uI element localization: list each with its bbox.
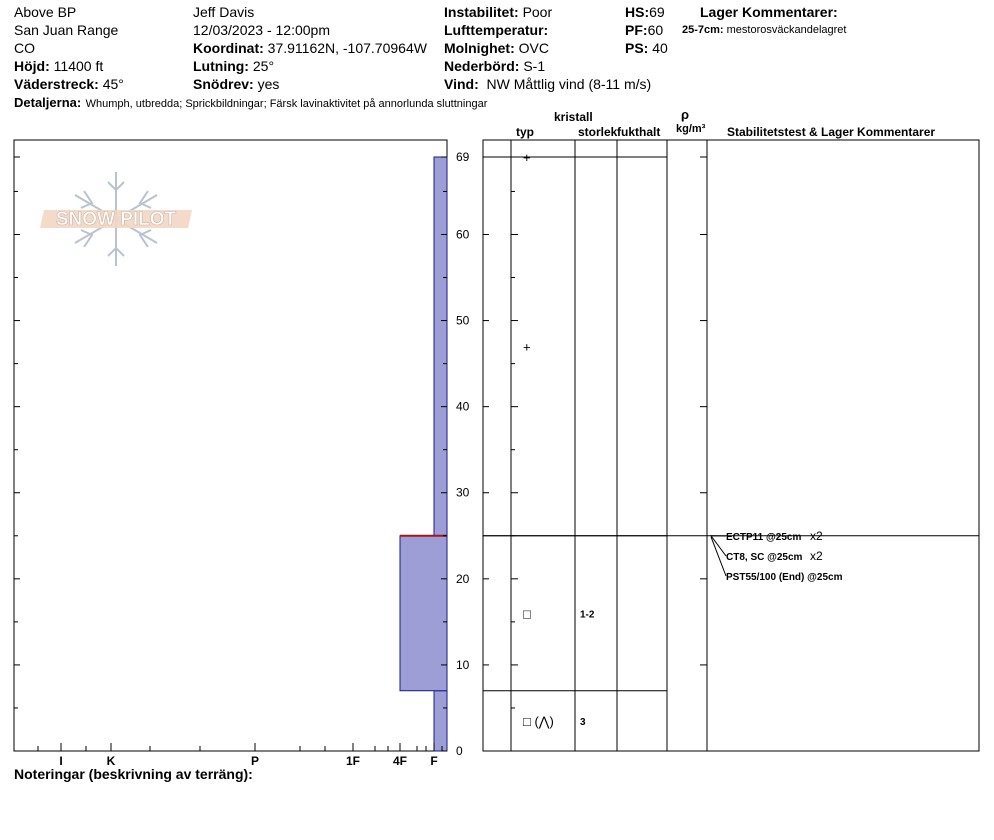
hardness-tick-label-F: F: [430, 754, 438, 768]
depth-tick-label-69: 69: [456, 150, 470, 164]
stability-test-1: CT8, SC @25cm: [726, 552, 803, 563]
elevation-label: Höjd:: [14, 58, 50, 74]
col-header-moisture: fukthalt: [617, 125, 661, 139]
location-range: San Juan Range: [14, 22, 119, 38]
instability-value: Poor: [522, 4, 553, 20]
stability-test-count-1: x2: [810, 549, 823, 563]
stability-test-count-0: x2: [810, 529, 823, 543]
col-header-crystal: kristall: [554, 110, 593, 124]
wind-value: NW Måttlig vind (8-11 m/s): [486, 76, 652, 92]
depth-tick-label-0: 0: [456, 744, 463, 758]
grain-type-marker-1: +: [523, 339, 531, 355]
snowpilot-logo: [40, 172, 192, 266]
hardness-tick-label-P: P: [250, 754, 260, 768]
grain-markers: [523, 150, 595, 729]
elevation-value: 11400 ft: [53, 58, 104, 74]
details-text: Whumph, utbredda; Sprickbildningar; Färsk lavinaktivitet på annorlunda sluttningar: [85, 98, 488, 110]
location-state: CO: [14, 40, 35, 56]
depth-tick-label-50: 50: [456, 313, 470, 328]
stability-test-0: ECTP11 @25cm: [726, 532, 802, 543]
depth-tick-label-60: 60: [456, 227, 470, 242]
grain-type-marker-0: +: [523, 150, 531, 165]
pf-label: PF:: [625, 22, 648, 38]
precip-value: S-1: [523, 58, 546, 74]
hardness-layer-0: [434, 691, 447, 751]
observer-name: Jeff Davis: [193, 4, 255, 20]
hardness-tick-label-4F: 4F: [392, 754, 408, 768]
col-header-stability: Stabilitetstest & Lager Kommentarer: [727, 125, 936, 139]
grain-type-marker-2: □: [523, 606, 531, 622]
notes-label: Noteringar (beskrivning av terräng):: [14, 766, 253, 782]
grain-size-label-2: 1-2: [580, 609, 595, 621]
coordinate-value: 37.91162N, -107.70964W: [267, 40, 427, 56]
slope-label: Lutning:: [193, 58, 249, 74]
test-connector-b: [711, 537, 726, 576]
instability-label: Instabilitet:: [444, 4, 519, 20]
layer-table-frame: [483, 140, 979, 751]
stability-test-2: PST55/100 (End) @25cm: [726, 572, 843, 583]
col-header-size: storlek: [578, 125, 618, 139]
wind-label: Vind:: [444, 76, 479, 92]
chart-axes: [14, 150, 707, 768]
ps-value: 40: [652, 40, 668, 56]
stability-tests: [711, 529, 843, 583]
slope-value: 25°: [252, 58, 275, 74]
hs-value: 69: [649, 4, 665, 20]
layer-comments-title: Lager Kommentarer:: [700, 4, 838, 20]
layer-comment-range: 25-7cm:: [682, 24, 724, 36]
layer-comment-text: mestorosväckandelagret: [726, 24, 847, 36]
location-name: Above BP: [14, 4, 77, 20]
grain-size-label-3: 3: [580, 716, 586, 728]
aspect-value: 45°: [102, 76, 124, 92]
col-header-density-unit: kg/m³: [676, 123, 706, 135]
ps-label: PS:: [625, 40, 649, 56]
depth-tick-label-10: 10: [456, 657, 470, 672]
details-label: Detaljerna:: [14, 95, 82, 110]
hs-label: HS:: [625, 4, 650, 20]
aspect-label: Väderstreck:: [14, 76, 99, 92]
observation-datetime: 12/03/2023 - 12:00pm: [193, 22, 330, 38]
hardness-profile: [400, 157, 447, 751]
coordinate-label: Koordinat:: [193, 40, 264, 56]
hardness-tick-label-1F: 1F: [345, 754, 361, 768]
logo-text: SNOW PILOT: [55, 209, 177, 230]
drift-label: Snödrev:: [193, 76, 254, 92]
cloud-label: Molnighet:: [444, 40, 515, 56]
grain-type-marker-3: □ (⋀): [523, 713, 554, 729]
depth-tick-label-40: 40: [456, 399, 470, 414]
precip-label: Nederbörd:: [444, 58, 520, 74]
cloud-value: OVC: [518, 40, 549, 56]
col-header-density-symbol: ρ: [681, 107, 690, 122]
hardness-chart-frame: [14, 140, 447, 751]
hardness-layer-1: [400, 536, 447, 691]
depth-tick-label-20: 20: [456, 571, 470, 586]
hardness-tick-label-I: I: [59, 754, 63, 768]
layer-table: [483, 157, 979, 691]
chart-frames: [14, 140, 979, 751]
hardness-tick-label-K: K: [106, 754, 116, 768]
pf-value: 60: [647, 22, 664, 38]
col-header-type: typ: [516, 125, 534, 139]
test-connector-a: [711, 536, 726, 556]
drift-value: yes: [257, 76, 280, 92]
depth-tick-label-30: 30: [456, 485, 470, 500]
air-temp-label: Lufttemperatur:: [444, 22, 549, 38]
hardness-layer-2: [434, 157, 447, 536]
